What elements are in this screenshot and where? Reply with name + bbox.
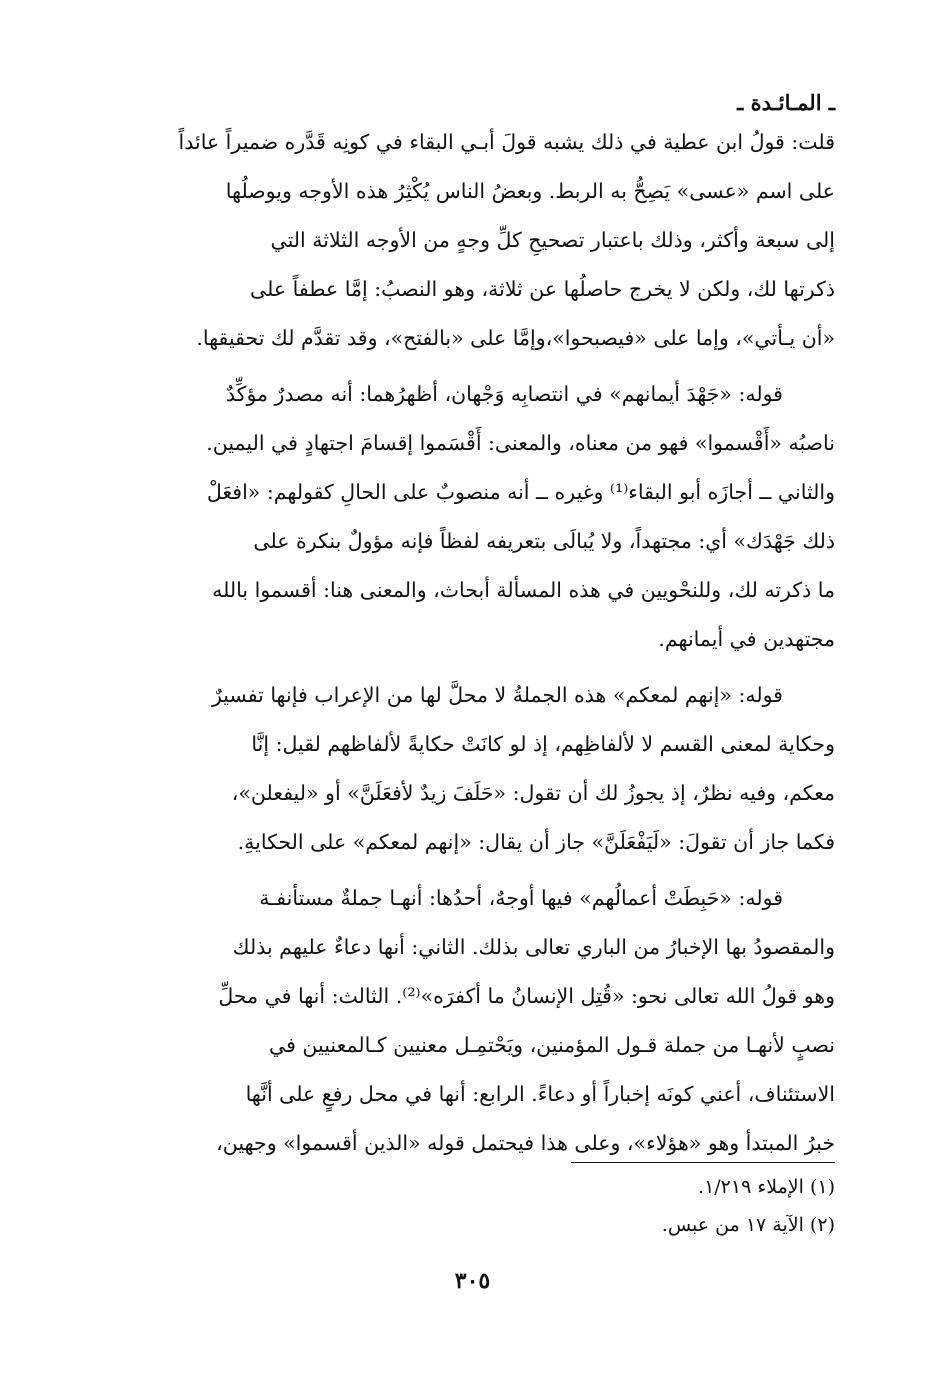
text-line: قوله: «جَهْدَ أيمانهم» في انتصابِه وَجْهان، أظهرُهما: أنه مصدرٌ مؤكِّدٌ [225,382,783,406]
paragraph [105,118,835,363]
text-line: والثاني ــ أجازَه أبو البقاء⁽¹⁾ وغيره ــ أنه منصوبٌ على الحالِ كقولهم: «افعَلْ [206,480,835,504]
footnote-rule [571,1162,835,1163]
footnote: (١) الإملاء ١/٢١٩. [698,1176,835,1198]
text-line: قوله: «إنهم لمعكم» هذه الجملةُ لا محلَّ لها من الإعراب فإنها تفسيرٌ [211,683,783,707]
text-line: فكما جاز أن تقولَ: «لَيَفْعَلَنَّ» جاز أن يقال: «إنهم لمعكم» على الحكايةِ. [237,830,835,854]
paragraph [105,874,835,1168]
footnotes [105,1168,835,1244]
text-line: إلى سبعة وأكثر، وذلك باعتبار تصحيحِ كلِّ وجهٍ من الأوجه الثلاثة التي [270,228,835,252]
paragraph [105,370,835,664]
text-line: قلت: قولُ ابن عطية في ذلك يشبه قولَ أبـي البقاء في كونِه قَدَّره ضميراً عائداً [178,130,835,154]
text-line: وحكاية لمعنى القسم لا لألفاظِهم، إذ لو كانَتْ حكايةً لألفاظهم لقيل: إنَّا [251,732,835,756]
text-line: والمقصودُ بها الإخبارُ من الباري تعالى بذلك. الثاني: أنها دعاءٌ عليهم بذلك [232,935,835,959]
paragraph [105,671,835,867]
text-line: الاستئناف، أعني كونَه إخباراً أو دعاءً. الرابع: أنها في محل رفعٍ على أنَّها [245,1082,835,1106]
text-line: ذلك جَهْدَك» أي: مجتهداً، ولا يُبالَى بتعريفه لفظاً فإنه مؤولٌ بنكرة على [253,529,835,553]
text-line: ذكرتها لك، ولكن لا يخرج حاصلُها عن ثلاثة، وهو النصبُ: إمَّا عطفاً على [249,277,835,301]
footnote: (٢) الآية ١٧ من عبس. [661,1214,835,1236]
text-line: على اسم «عسى» يَصِحُّ به الربط. وبعضُ الناس يُكْثِرُ هذه الأوجه ويوصلُها [225,179,835,203]
text-line: «أن يـأتي»، وإما على «فيصبحوا»،وإمَّا على «بالفتح»، وقد تقدَّم لك تحقيقها. [196,326,835,350]
text-line: معكم، وفيه نظرٌ، إذ يجوزُ لك أن تقول: «حَلَفَ زيدٌ لأفعَلَنَّ» أو «ليفعلن»، [231,781,835,805]
text-line: قوله: «حَبِطَتْ أعمالُهم» فيها أوجهٌ، أحدُها: أنهـا جملةٌ مستأنفـة [259,886,783,910]
running-head: ـ المـائـدة ـ [737,90,835,115]
text-line: ناصبُه «أَقْسموا» فهو من معناه، والمعنى: أَقْسَموا إقسامَ اجتهادٍ في اليمين. [206,431,835,455]
text-line: وهو قولُ الله تعالى نحو: «قُتِل الإنسانُ ما أكفرَه»⁽²⁾. الثالث: أنها في محلِّ [218,984,835,1008]
text-line: نصبٍ لأنهـا من جملة قـول المؤمنين، ويَحْتمِـل معنيين كـالمعنيين في [269,1033,835,1057]
text-line: خبرُ المبتدأ وهو «هؤلاء»، وعلى هذا فيحتمل قوله «الذين أقسموا» وجهين، [216,1131,835,1155]
text-line: مجتهدين في أيمانهم. [658,627,835,651]
body-text [105,118,835,1175]
page-number: ٣٠٥ [454,1268,491,1294]
text-line: ما ذكرته لك، وللنحْويين في هذه المسألة أبحاث، والمعنى هنا: أقسموا بالله [212,578,835,602]
